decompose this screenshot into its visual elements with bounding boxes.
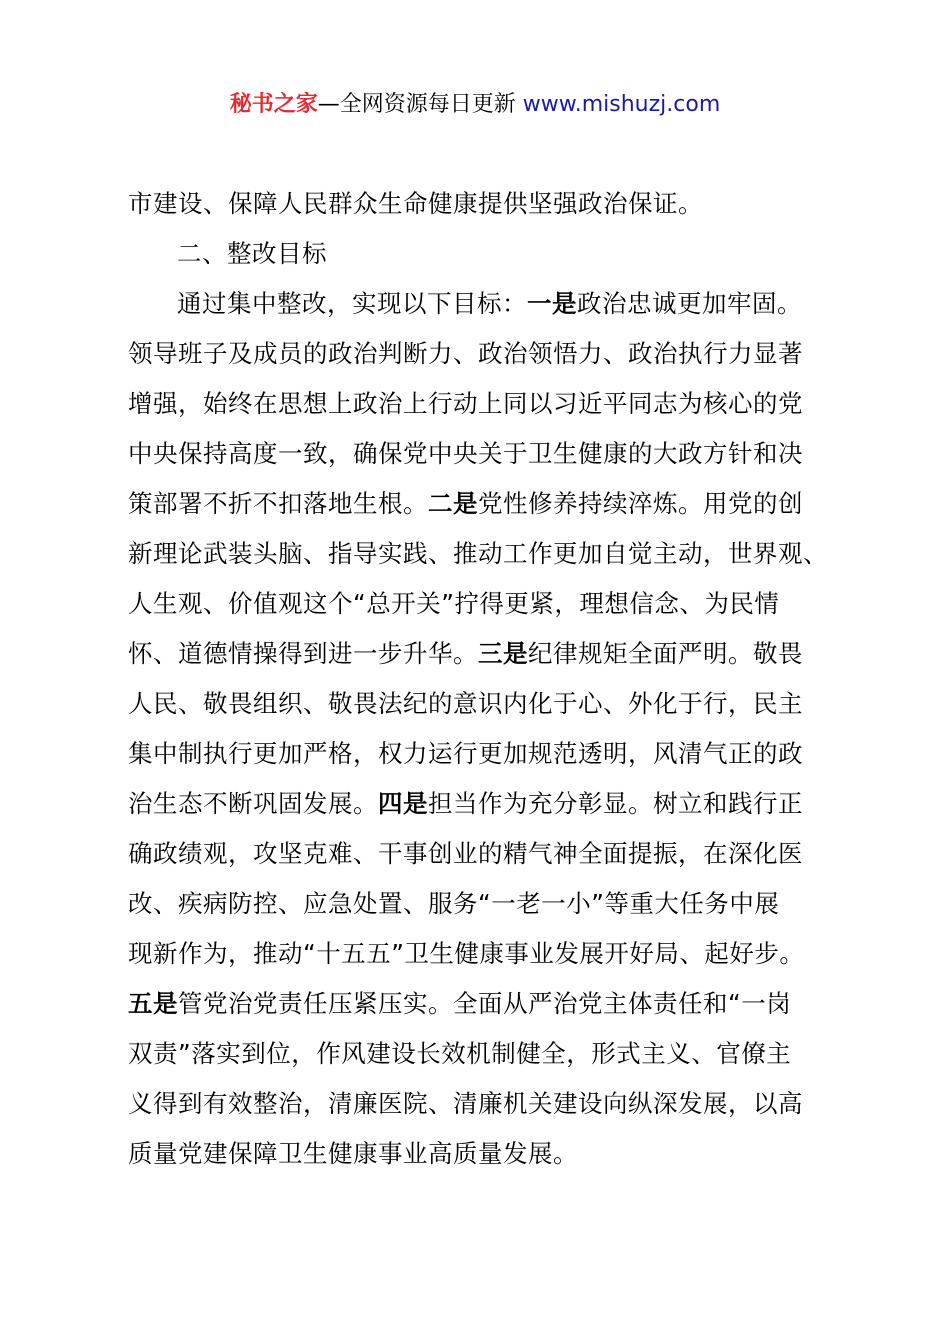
body-line: 质量党建保障卫生健康事业高质量发展。 (128, 1139, 578, 1168)
body-text: 政治忠诚更加牢固。 (577, 289, 802, 318)
section-heading: 二、整改目标 (177, 239, 327, 268)
body-line: 确政绩观，攻坚克难、干事创业的精气神全面提振，在深化医 (128, 839, 803, 868)
body-line (128, 479, 848, 529)
website-url[interactable]: www.mishuzj.com (522, 92, 721, 117)
body-text: 管党治党责任压紧压实。全面从严治党主体责任和“一岗 (178, 989, 792, 1018)
body-line (128, 979, 848, 1029)
body-line (128, 779, 848, 829)
body-line: 人民、敬畏组织、敬畏法纪的意识内化于心、外化于行，民主 (128, 689, 803, 718)
body-text: 怀、道德情操得到进一步升华。 (128, 639, 478, 668)
page-header (0, 88, 950, 122)
header-slogan: —全网资源每日更新 (317, 92, 523, 117)
bold-marker: 三是 (478, 639, 528, 668)
body-text: 纪律规矩全面严明。敬畏 (528, 639, 803, 668)
bold-marker: 四是 (378, 789, 428, 818)
brand-name: 秘书之家 (229, 92, 318, 117)
body-text: 党性修养持续淬炼。用党的创 (478, 489, 803, 518)
body-line (128, 279, 848, 329)
body-line: 双责”落实到位，作风建设长效机制健全，形式主义、官僚主 (128, 1039, 792, 1068)
body-line: 人生观、价值观这个“总开关”拧得更紧，理想信念、为民情 (128, 589, 780, 618)
body-text: 治生态不断巩固发展。 (128, 789, 378, 818)
body-line: 集中制执行更加严格，权力运行更加规范透明，风清气正的政 (128, 739, 803, 768)
body-text: 通过集中整改，实现以下目标： (177, 289, 527, 318)
body-line: 义得到有效整治，清廉医院、清廉机关建设向纵深发展，以高 (128, 1089, 803, 1118)
body-line: 市建设、保障人民群众生命健康提供坚强政治保证。 (128, 189, 703, 218)
bold-marker: 五是 (128, 989, 178, 1018)
body-text: 担当作为充分彰显。树立和践行正 (428, 789, 803, 818)
body-line: 中央保持高度一致，确保党中央关于卫生健康的大政方针和决 (128, 439, 803, 468)
body-line: 新理论武装头脑、指导实践、推动工作更加自觉主动，世界观、 (128, 539, 828, 568)
document-body (128, 179, 848, 1179)
body-text: 策部署不折不扣落地生根。 (128, 489, 428, 518)
body-line (128, 629, 848, 679)
body-line: 改、疾病防控、应急处置、服务“一老一小”等重大任务中展 (128, 889, 780, 918)
bold-marker: 二是 (428, 489, 478, 518)
body-line: 领导班子及成员的政治判断力、政治领悟力、政治执行力显著 (128, 339, 803, 368)
bold-marker: 一是 (527, 289, 577, 318)
body-line: 现新作为，推动“十五五”卫生健康事业发展开好局、起好步。 (128, 939, 805, 968)
body-line: 增强，始终在思想上政治上行动上同以习近平同志为核心的党 (128, 389, 803, 418)
